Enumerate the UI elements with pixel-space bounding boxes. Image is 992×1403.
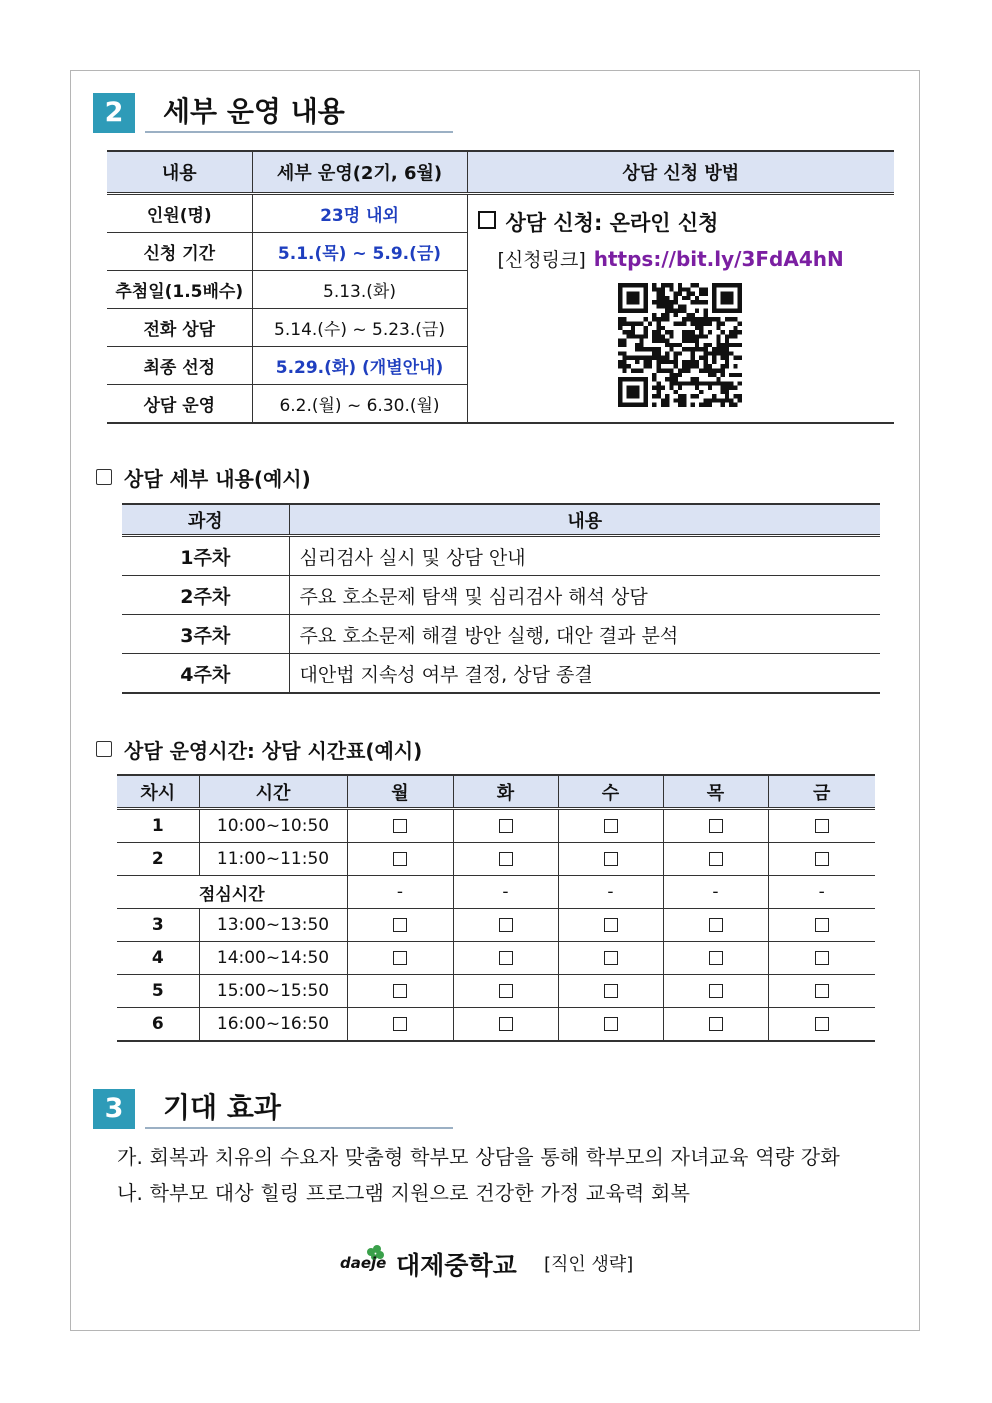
lunch-label: 점심시간 xyxy=(117,876,347,909)
thu-slot xyxy=(663,843,768,876)
row-value: 23명 내외 xyxy=(252,194,467,233)
thu-slot xyxy=(663,1008,768,1042)
section-title: 세부 운영 내용 xyxy=(163,95,345,128)
table-header-row xyxy=(107,151,894,194)
section-underline xyxy=(145,131,453,133)
fri-slot xyxy=(768,975,875,1008)
session-time: 10:00~10:50 xyxy=(199,809,347,843)
mon-slot xyxy=(347,809,453,843)
table-row xyxy=(122,536,880,576)
section-number-badge: 2 xyxy=(93,93,135,133)
dash-cell: - xyxy=(768,876,875,909)
session-number: 3 xyxy=(117,909,199,942)
row-label: 추첨일(1.5배수) xyxy=(107,271,252,309)
row-value: 5.13.(화) xyxy=(252,271,467,309)
slot-checkbox[interactable] xyxy=(393,819,407,833)
table-row xyxy=(117,843,875,876)
week-label: 4주차 xyxy=(122,654,289,694)
tue-slot xyxy=(453,909,558,942)
week-label: 2주차 xyxy=(122,576,289,615)
row-label: 최종 선정 xyxy=(107,347,252,385)
session-number: 6 xyxy=(117,1008,199,1042)
wed-slot xyxy=(558,1008,663,1042)
slot-checkbox[interactable] xyxy=(393,1017,407,1031)
table-row xyxy=(117,1008,875,1042)
week-content: 심리검사 실시 및 상담 안내 xyxy=(289,536,880,576)
session-number: 1 xyxy=(117,809,199,843)
dash-cell: - xyxy=(347,876,453,909)
tue-slot xyxy=(453,975,558,1008)
fri-slot xyxy=(768,909,875,942)
dash-cell: - xyxy=(453,876,558,909)
mon-slot xyxy=(347,942,453,975)
slot-checkbox[interactable] xyxy=(709,1017,723,1031)
dash-cell: - xyxy=(663,876,768,909)
fri-slot xyxy=(768,843,875,876)
application-method-cell xyxy=(467,194,894,424)
week-content: 주요 호소문제 해결 방안 실행, 대안 결과 분석 xyxy=(289,615,880,654)
wed-slot xyxy=(558,975,663,1008)
wed-slot xyxy=(558,843,663,876)
table-row xyxy=(122,576,880,615)
session-time: 13:00~13:50 xyxy=(199,909,347,942)
slot-checkbox[interactable] xyxy=(709,918,723,932)
slot-checkbox[interactable] xyxy=(499,918,513,932)
tue-slot xyxy=(453,809,558,843)
week-content: 주요 호소문제 탐색 및 심리검사 해석 상담 xyxy=(289,576,880,615)
slot-checkbox[interactable] xyxy=(604,852,618,866)
table-row xyxy=(122,654,880,694)
slot-checkbox[interactable] xyxy=(393,951,407,965)
thu-slot xyxy=(663,809,768,843)
table-row xyxy=(117,975,875,1008)
slot-checkbox[interactable] xyxy=(604,951,618,965)
column-header: 내용 xyxy=(289,504,880,536)
thu-slot xyxy=(663,975,768,1008)
column-header: 세부 운영(2기, 6월) xyxy=(252,151,467,194)
session-time: 15:00~15:50 xyxy=(199,975,347,1008)
column-header: 금 xyxy=(768,775,875,809)
column-header: 내용 xyxy=(107,151,252,194)
section-number-badge: 3 xyxy=(93,1089,135,1129)
slot-checkbox[interactable] xyxy=(499,819,513,833)
column-header: 화 xyxy=(453,775,558,809)
slot-checkbox[interactable] xyxy=(393,984,407,998)
slot-checkbox[interactable] xyxy=(815,951,829,965)
dash-cell: - xyxy=(558,876,663,909)
link-label: [신청링크] xyxy=(497,249,586,271)
slot-checkbox[interactable] xyxy=(604,918,618,932)
checkbox-bullet-icon xyxy=(96,469,112,485)
slot-checkbox[interactable] xyxy=(815,984,829,998)
slot-checkbox[interactable] xyxy=(815,1017,829,1031)
row-label: 신청 기간 xyxy=(107,233,252,271)
table-row xyxy=(117,909,875,942)
fri-slot xyxy=(768,942,875,975)
slot-checkbox[interactable] xyxy=(604,1017,618,1031)
slot-checkbox[interactable] xyxy=(709,819,723,833)
session-time: 16:00~16:50 xyxy=(199,1008,347,1042)
slot-checkbox[interactable] xyxy=(604,984,618,998)
column-header: 차시 xyxy=(117,775,199,809)
table-header-row xyxy=(122,504,880,536)
wed-slot xyxy=(558,942,663,975)
tue-slot xyxy=(453,942,558,975)
wed-slot xyxy=(558,809,663,843)
week-label: 1주차 xyxy=(122,536,289,576)
session-time: 14:00~14:50 xyxy=(199,942,347,975)
slot-checkbox[interactable] xyxy=(709,852,723,866)
slot-checkbox[interactable] xyxy=(709,951,723,965)
table-header-row xyxy=(117,775,875,809)
mon-slot xyxy=(347,1008,453,1042)
table-row xyxy=(107,194,894,233)
row-label: 전화 상담 xyxy=(107,309,252,347)
seal-omitted-note: [직인 생략] xyxy=(544,1254,634,1275)
column-header: 시간 xyxy=(199,775,347,809)
fri-slot xyxy=(768,1008,875,1042)
week-content: 대안법 지속성 여부 결정, 상담 종결 xyxy=(289,654,880,694)
column-header: 상담 신청 방법 xyxy=(467,151,894,194)
row-value: 5.1.(목) ~ 5.9.(금) xyxy=(252,233,467,271)
detail-heading xyxy=(96,463,311,492)
table-row xyxy=(122,615,880,654)
slot-checkbox[interactable] xyxy=(393,918,407,932)
thu-slot xyxy=(663,909,768,942)
schedule-heading xyxy=(96,735,422,764)
schedule-heading-text: 상담 운영시간: 상담 시간표(예시) xyxy=(124,739,423,763)
slot-checkbox[interactable] xyxy=(815,918,829,932)
school-name: 대제중학교 xyxy=(396,1251,517,1280)
square-bullet-icon xyxy=(478,211,496,229)
slot-checkbox[interactable] xyxy=(499,1017,513,1031)
qr-code-icon[interactable] xyxy=(618,283,742,407)
session-number: 4 xyxy=(117,942,199,975)
detail-table xyxy=(122,503,880,694)
slot-checkbox[interactable] xyxy=(604,819,618,833)
schedule-table xyxy=(117,774,875,1042)
mon-slot xyxy=(347,975,453,1008)
slot-checkbox[interactable] xyxy=(709,984,723,998)
column-header: 과정 xyxy=(122,504,289,536)
column-header: 월 xyxy=(347,775,453,809)
method-title-text: 상담 신청: 온라인 신청 xyxy=(505,211,719,235)
application-link[interactable]: https://bit.ly/3FdA4hN xyxy=(593,247,844,271)
slot-checkbox[interactable] xyxy=(499,951,513,965)
effect-item: 가. 회복과 치유의 수요자 맞춤형 학부모 상담을 통해 학부모의 자녀교육 역량 강화 xyxy=(117,1145,840,1169)
table-row xyxy=(117,809,875,843)
detail-heading-text: 상담 세부 내용(예시) xyxy=(124,467,311,491)
slot-checkbox[interactable] xyxy=(815,819,829,833)
slot-checkbox[interactable] xyxy=(499,852,513,866)
link-line xyxy=(498,245,844,272)
session-number: 2 xyxy=(117,843,199,876)
section-underline xyxy=(145,1127,453,1129)
row-value: 6.2.(월) ~ 6.30.(월) xyxy=(252,385,467,424)
session-time: 11:00~11:50 xyxy=(199,843,347,876)
slot-checkbox[interactable] xyxy=(499,984,513,998)
row-value: 5.14.(수) ~ 5.23.(금) xyxy=(252,309,467,347)
row-value: 5.29.(화) (개별안내) xyxy=(252,347,467,385)
week-label: 3주차 xyxy=(122,615,289,654)
slot-checkbox[interactable] xyxy=(393,852,407,866)
column-header: 수 xyxy=(558,775,663,809)
section-title: 기대 효과 xyxy=(163,1091,281,1124)
checkbox-bullet-icon xyxy=(96,741,112,757)
thu-slot xyxy=(663,942,768,975)
effect-item: 나. 학부모 대상 힐링 프로그램 지원으로 건강한 가정 교육력 회복 xyxy=(117,1181,691,1205)
mon-slot xyxy=(347,843,453,876)
operations-table xyxy=(107,150,894,424)
session-number: 5 xyxy=(117,975,199,1008)
lunch-row xyxy=(117,876,875,909)
table-row xyxy=(117,942,875,975)
tue-slot xyxy=(453,843,558,876)
tue-slot xyxy=(453,1008,558,1042)
column-header: 목 xyxy=(663,775,768,809)
row-label: 인원(명) xyxy=(107,194,252,233)
school-logo-wordmark: daeje xyxy=(340,1254,387,1272)
method-title xyxy=(478,207,719,237)
fri-slot xyxy=(768,809,875,843)
wed-slot xyxy=(558,909,663,942)
row-label: 상담 운영 xyxy=(107,385,252,424)
slot-checkbox[interactable] xyxy=(815,852,829,866)
mon-slot xyxy=(347,909,453,942)
